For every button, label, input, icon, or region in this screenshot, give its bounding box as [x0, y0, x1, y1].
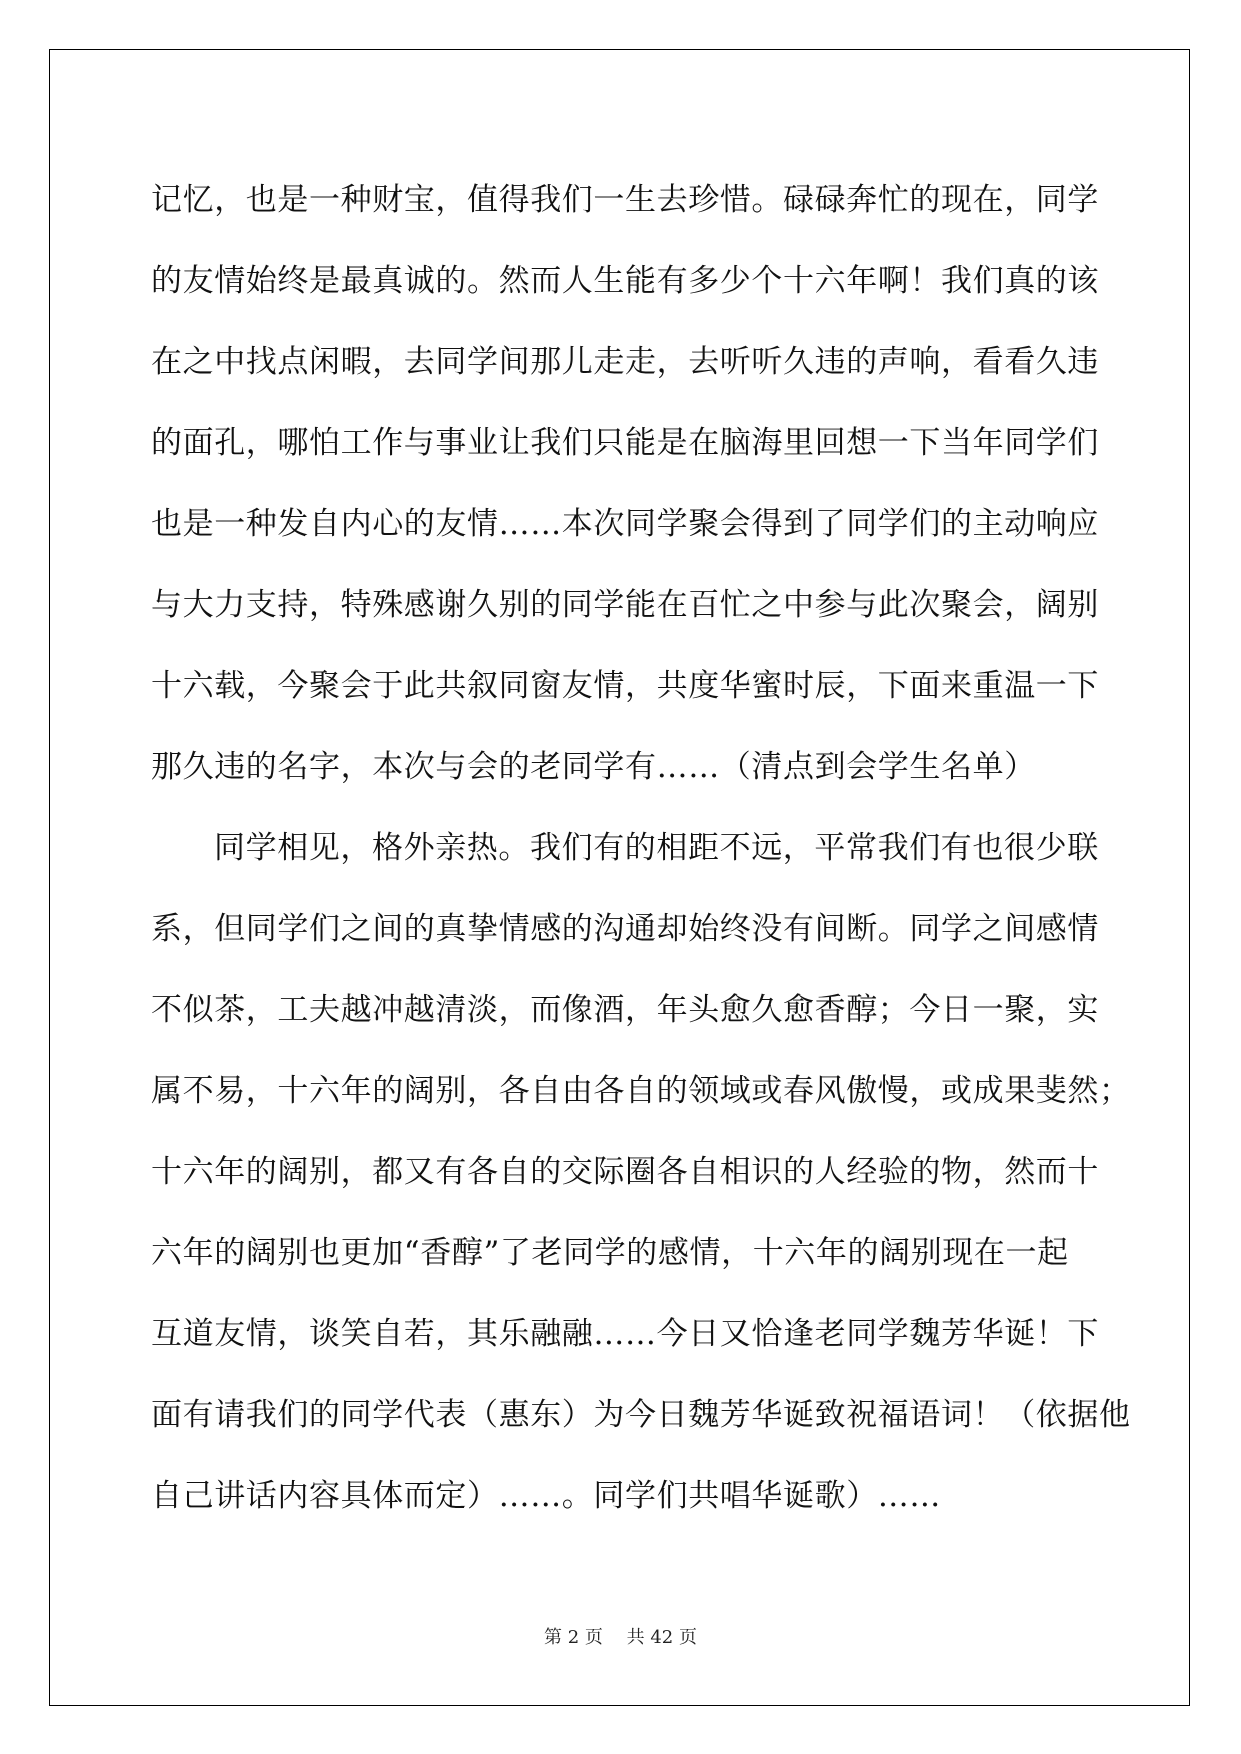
text-line: 自己讲话内容具体而定）……。同学们共唱华诞歌）……: [151, 1478, 941, 1514]
text-line: 与大力支持，特殊感谢久别的同学能在百忙之中参与此次聚会，阔别: [151, 587, 1099, 623]
paragraph-start-line: 同学相见，格外亲热。我们有的相距不远，平常我们有也很少联: [214, 830, 1099, 866]
text-line: 在之中找点闲暇，去同学间那儿走走，去听听久违的声响，看看久违: [151, 344, 1099, 380]
text-line: 不似茶，工夫越冲越清淡，而像酒，年头愈久愈香醇；今日一聚，实: [151, 992, 1099, 1028]
text-line: 也是一种发自内心的友情……本次同学聚会得到了同学们的主动响应: [151, 506, 1099, 542]
page-number: 第 2 页 共 42 页: [544, 1627, 697, 1648]
text-line: 属不易，十六年的阔别，各自由各自的领域或春风傲慢，或成果斐然；: [151, 1073, 1131, 1109]
text-line: 系，但同学们之间的真挚情感的沟通却始终没有间断。同学之间感情: [151, 911, 1099, 947]
text-line: 六年的阔别也更加“香醇”了老同学的感情，十六年的阔别现在一起: [151, 1235, 1069, 1271]
text-line: 十六载，今聚会于此共叙同窗友情，共度华蜜时辰，下面来重温一下: [151, 668, 1099, 704]
text-line: 面有请我们的同学代表（惠东）为今日魏芳华诞致祝福语词！（依据他: [151, 1397, 1131, 1433]
text-line: 那久违的名字，本次与会的老同学有……（清点到会学生名单）: [151, 749, 1036, 785]
text-line: 的友情始终是最真诚的。然而人生能有多少个十六年啊！我们真的该: [151, 263, 1099, 299]
page-footer: [0, 1623, 1241, 1649]
text-line: 互道友情，谈笑自若，其乐融融……今日又恰逢老同学魏芳华诞！下: [151, 1316, 1099, 1352]
document-body: [151, 160, 1131, 1537]
text-line: 十六年的阔别，都又有各自的交际圈各自相识的人经验的物，然而十: [151, 1154, 1099, 1190]
text-line: 的面孔，哪怕工作与事业让我们只能是在脑海里回想一下当年同学们: [151, 425, 1099, 461]
text-line: 记忆，也是一种财宝，值得我们一生去珍惜。碌碌奔忙的现在，同学: [151, 182, 1099, 218]
